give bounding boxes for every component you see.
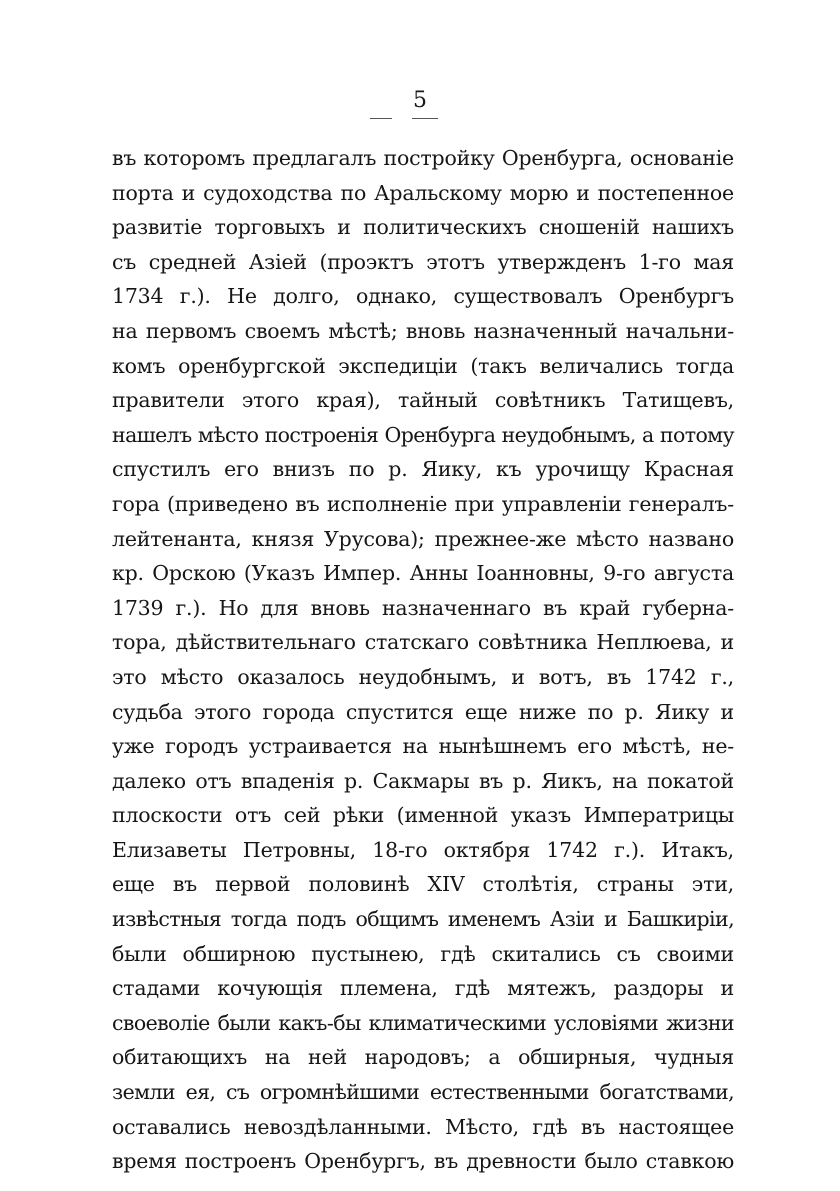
text-line: развитіе торговыхъ и политическихъ сношеній нашихъ (112, 215, 734, 240)
text-line: кр. Орскою (Указъ Импер. Анны Іоанновны, 9-го августа (112, 561, 734, 586)
text-line: обитающихъ на ней народовъ; а обширныя, чудныя (112, 1045, 734, 1070)
text-line: стадами кочующія племена, гдѣ мятежъ, раздоры и (112, 976, 734, 1001)
text-line: на первомъ своемъ мѣстѣ; вновь назначенный начальни- (112, 318, 734, 343)
text-line: комъ оренбургской экспедиціи (такъ величались тогда (112, 353, 734, 378)
text-line: нашелъ мѣсто построенія Оренбурга неудобнымъ, а потому (112, 422, 734, 447)
text-line: тора, дѣйствительнаго статскаго совѣтника Неплюева, и (112, 630, 734, 655)
text-line: правители этого края), тайный совѣтникъ Татищевъ, (112, 388, 734, 413)
text-line: плоскости отъ сей рѣки (именной указъ Императрицы (112, 803, 734, 828)
text-line: 1739 г.). Но для вновь назначеннаго въ край губерна- (112, 595, 734, 620)
text-line: оставались невоздѣланными. Мѣсто, гдѣ въ настоящее (112, 1114, 734, 1139)
text-line: это мѣсто оказалось неудобнымъ, и вотъ, въ 1742 г., (112, 664, 734, 689)
text-line: порта и судоходства по Аральскому морю и постепенное (112, 180, 734, 205)
text-line: далеко отъ впаденія р. Сакмары въ р. Яикъ, на покатой (112, 768, 734, 793)
text-line: извѣстныя тогда подъ общимъ именемъ Азіи и Башкиріи, (112, 907, 734, 932)
text-line: время построенъ Оренбургъ, въ древности было ставкою (112, 1149, 734, 1174)
text-line: судьба этого города спустится еще ниже по р. Яику и (112, 699, 734, 724)
text-line: 1734 г.). Не долго, однако, существовалъ Оренбургъ (112, 284, 734, 309)
header-rule-right (412, 118, 438, 119)
text-line: своеволіе были какъ-бы климатическими условіями жизни (112, 1010, 734, 1035)
text-line: земли ея, съ огромнѣйшими естественными богатствами, (112, 1080, 734, 1105)
header-rule-left (370, 118, 392, 119)
text-line: лейтенанта, князя Урусова); прежнее-же мѣсто названо (112, 526, 734, 551)
text-line: съ средней Азіей (проэктъ этотъ утвержденъ 1-го мая (112, 249, 734, 274)
text-line: уже городъ устраивается на нынѣшнемъ его мѣстѣ, не- (112, 734, 734, 759)
text-line: Елизаветы Петровны, 18-го октября 1742 г.). Итакъ, (112, 837, 734, 862)
text-line: въ которомъ предлагалъ постройку Оренбурга, основаніе (112, 146, 734, 170)
text-line: были обширною пустынею, гдѣ скитались съ своими (112, 941, 734, 966)
text-line: гора (приведено въ исполненіе при управленіи генералъ- (112, 491, 734, 516)
text-line: еще въ первой половинѣ XIV столѣтія, страны эти, (112, 872, 734, 897)
text-line: спустилъ его внизъ по р. Яику, къ урочищу Красная (112, 457, 734, 482)
page-number: 5 (413, 88, 427, 113)
body-text (112, 141, 734, 1179)
